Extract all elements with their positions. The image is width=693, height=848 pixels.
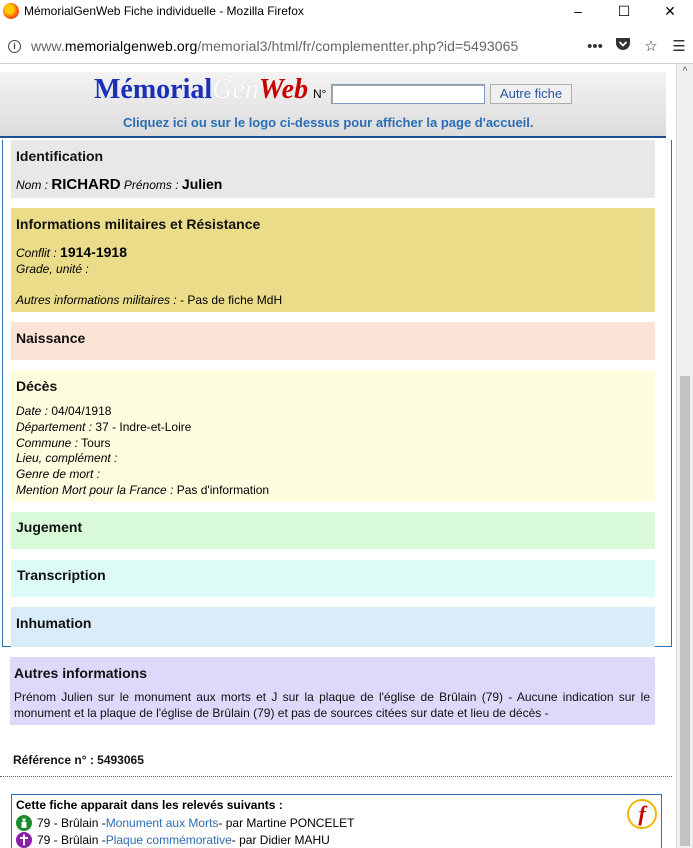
fiche-frame (2, 140, 672, 647)
releve-item: 79 - Brûlain - Plaque commémorative - par Didier MAHU (16, 832, 330, 848)
jugement-heading: Jugement (16, 519, 83, 535)
page-info-icon[interactable]: i (8, 40, 21, 53)
menu-icon[interactable]: ☰ (672, 38, 686, 55)
page-actions-icon[interactable]: ••• (587, 37, 603, 55)
identification-heading: Identification (16, 148, 104, 164)
releves-heading: Cette fiche apparait dans les relevés suivants : (16, 798, 283, 812)
transcription-section (11, 560, 655, 597)
cross-icon (16, 832, 32, 848)
monument-icon (16, 815, 32, 831)
deces-heading: Décès (16, 378, 58, 394)
inhumation-section (11, 607, 655, 647)
military-section (11, 208, 655, 312)
releves-box (11, 794, 662, 848)
home-link-tagline[interactable]: Cliquez ici ou sur le logo ci-dessus pour afficher la page d'accueil. (123, 115, 534, 130)
deces-lieu-field: Lieu, complément : (16, 451, 118, 465)
bookmark-star-icon[interactable]: ☆ (644, 38, 658, 55)
memorialgenweb-logo[interactable]: MémorialGenWeb (94, 74, 309, 105)
scroll-up-arrow-icon[interactable]: ^ (682, 66, 688, 77)
deces-date-field: Date : 04/04/1918 (16, 404, 112, 418)
url-text[interactable]: www.memorialgenweb.org/memorial3/html/fr/complementter.php?id=5493065 (31, 38, 519, 54)
firefox-logo-icon (3, 3, 19, 19)
window-title-bar (0, 0, 693, 22)
conflit-field: Conflit : 1914-1918 (16, 244, 127, 260)
deces-genre-field: Genre de mort : (16, 467, 101, 481)
page-scrollbar[interactable] (676, 64, 693, 848)
deces-mention-field: Mention Mort pour la France : Pas d'information (16, 483, 270, 497)
naissance-heading: Naissance (16, 330, 86, 346)
autres-militaires-field: Autres informations militaires : - Pas de fiche MdH (16, 293, 283, 307)
releve-link-monument[interactable]: Monument aux Morts (105, 816, 219, 830)
autres-informations-heading: Autres informations (14, 665, 148, 681)
fiche-number-input[interactable] (331, 84, 485, 104)
prenoms-value: Julien (181, 176, 223, 192)
military-heading: Informations militaires et Résistance (16, 216, 261, 232)
address-bar[interactable] (0, 33, 693, 59)
fiche-number-label: N° (313, 87, 327, 101)
maximize-button[interactable]: ☐ (617, 2, 631, 19)
pocket-icon[interactable] (609, 37, 637, 55)
minimize-button[interactable]: – (574, 3, 582, 19)
deces-commune-field: Commune : Tours (16, 436, 111, 450)
autres-informations-section (10, 657, 655, 725)
autres-informations-text: Prénom Julien sur le monument aux morts et J sur la plaque de l'église de Brûlain (79) - Aucune indication sur le monument et la plaque de l'église de Brûlain (79) et pas de sources citées sur date et lieu de décès - (14, 690, 650, 720)
inhumation-heading: Inhumation (16, 615, 92, 631)
nom-value: RICHARD (51, 176, 121, 193)
site-header[interactable] (0, 72, 666, 138)
naissance-section (11, 322, 655, 360)
close-button[interactable]: ✕ (664, 2, 676, 19)
autre-fiche-button[interactable]: Autre fiche (490, 84, 572, 104)
window-title: MémorialGenWeb Fiche individuelle - Mozilla Firefox (24, 4, 304, 18)
scrollbar-thumb[interactable] (680, 376, 690, 846)
reference-number: Référence n° : 5493065 (13, 753, 144, 767)
jugement-section (11, 512, 655, 549)
deces-section (11, 370, 655, 502)
page-content (0, 64, 676, 848)
dotted-divider (0, 776, 672, 777)
grade-field: Grade, unité : (16, 262, 89, 276)
transcription-heading: Transcription (17, 567, 106, 583)
releve-item: 79 - Brûlain - Monument aux Morts - par Martine PONCELET (16, 815, 354, 831)
facebook-f-logo-icon[interactable]: f (627, 799, 657, 829)
identification-section (11, 140, 655, 198)
deces-departement-field: Département : 37 - Indre-et-Loire (16, 420, 192, 434)
nom-field: Nom : RICHARD Prénoms : Julien (16, 176, 223, 193)
releve-link-plaque[interactable]: Plaque commémorative (105, 833, 232, 847)
